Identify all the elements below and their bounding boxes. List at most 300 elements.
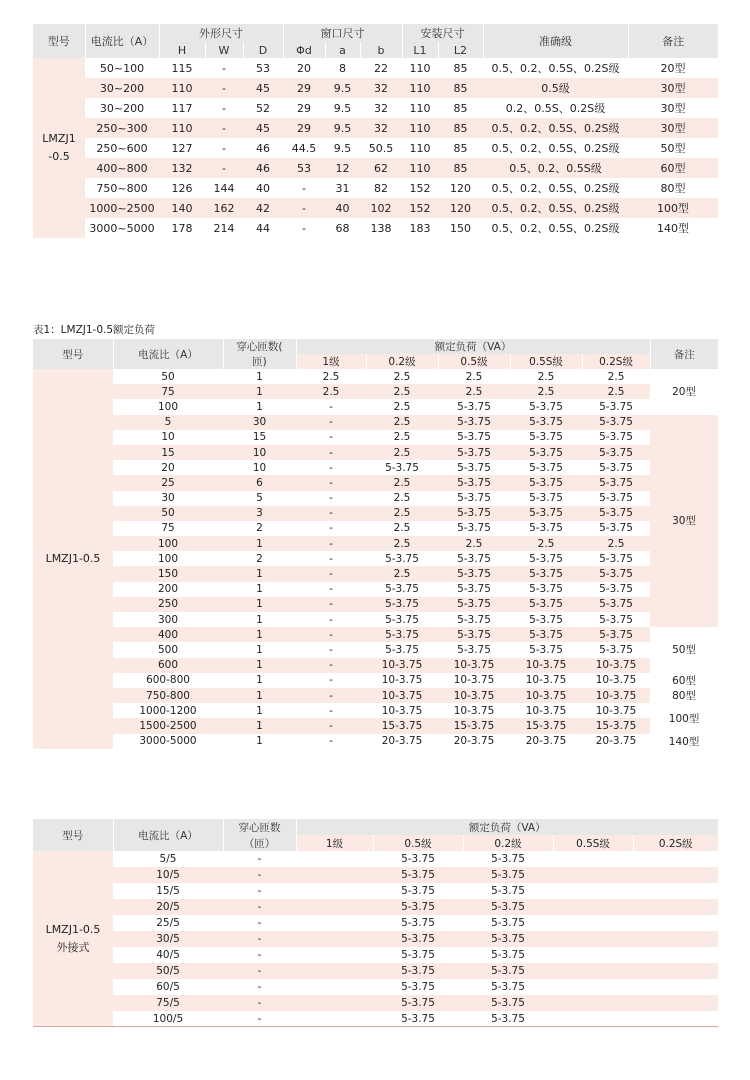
table-row xyxy=(33,673,718,688)
table-cell: 2 xyxy=(256,522,263,535)
table-cell: 5-3.75 xyxy=(529,431,563,444)
table-cell: 183 xyxy=(409,221,431,235)
table-row xyxy=(33,582,718,597)
table-cell: 10-3.75 xyxy=(525,674,567,687)
table-cell: 152 xyxy=(409,201,431,215)
table-cell: 0.5、0.2、0.5S、0.2S级 xyxy=(491,202,620,215)
table-cell: 5-3.75 xyxy=(529,507,563,520)
table-row xyxy=(33,118,718,138)
table-cell: 20/5 xyxy=(156,901,180,913)
table-row xyxy=(33,138,718,158)
table-cell: - xyxy=(329,461,333,474)
table-cell: - xyxy=(257,997,262,1009)
table-cell: 1 xyxy=(256,537,263,550)
table-cell: 5-3.75 xyxy=(529,643,563,656)
table-cell xyxy=(553,899,633,915)
header-sub: 0.2级 xyxy=(463,835,553,851)
table-cell xyxy=(633,995,718,1011)
table-cell: 10-3.75 xyxy=(453,704,495,717)
table-cell: 82 xyxy=(374,181,388,195)
table-cell xyxy=(633,947,718,963)
table-cell: 5-3.75 xyxy=(385,628,419,641)
rated-load-table xyxy=(33,339,718,749)
table-cell: 5-3.75 xyxy=(457,583,491,596)
header-sub: 0.5级 xyxy=(373,835,463,851)
model-line: LMZJ1-0.5 xyxy=(45,923,101,936)
table-cell: 2.5 xyxy=(322,370,340,383)
table-cell: 5-3.75 xyxy=(529,583,563,596)
table-cell: 10-3.75 xyxy=(595,659,637,672)
table-cell: - xyxy=(257,933,262,945)
table-cell: 40 xyxy=(256,181,270,195)
table-cell: - xyxy=(257,869,262,881)
table-row xyxy=(33,399,718,414)
table-cell xyxy=(553,979,633,995)
table-cell: 5-3.75 xyxy=(599,416,633,429)
table-cell: 5-3.75 xyxy=(599,492,633,505)
table-cell: 2.5 xyxy=(322,385,340,398)
header-sub: Φd xyxy=(283,42,325,58)
table-cell: 50 xyxy=(161,507,175,520)
table-cell: 1 xyxy=(256,400,263,413)
table-cell: 5-3.75 xyxy=(529,522,563,535)
table-cell: 132 xyxy=(171,161,193,175)
table-row xyxy=(33,979,718,995)
table-cell: 15/5 xyxy=(156,885,180,897)
table-cell: 29 xyxy=(297,81,311,95)
table-cell: - xyxy=(329,689,333,702)
table-cell: 5-3.75 xyxy=(599,643,633,656)
header-accuracy: 准确级 xyxy=(483,24,628,58)
table-cell xyxy=(296,867,373,883)
table-cell: 5-3.75 xyxy=(401,901,435,913)
table-cell: 15 xyxy=(252,431,267,444)
table-cell xyxy=(296,995,373,1011)
table-cell: 120 xyxy=(450,181,471,195)
table-cell: 5-3.75 xyxy=(457,416,491,429)
table-cell: 5-3.75 xyxy=(457,492,491,505)
table-cell: 5-3.75 xyxy=(491,981,525,993)
table-cell: 1000~2500 xyxy=(89,201,155,215)
table-cell: 1 xyxy=(256,370,263,383)
table-row xyxy=(33,460,718,475)
header-ratio: 电流比（A） xyxy=(85,24,159,58)
table-cell: 2.5 xyxy=(393,431,411,444)
table-cell: - xyxy=(257,981,262,993)
table-cell: 110 xyxy=(409,141,431,155)
table-cell: 5-3.75 xyxy=(401,965,435,977)
table-cell: 5-3.75 xyxy=(385,583,419,596)
table-cell: 250~300 xyxy=(96,121,148,135)
header-turns-unit: 匝) xyxy=(223,354,296,369)
table-cell: 5-3.75 xyxy=(457,476,491,489)
dimensions-table xyxy=(33,24,718,238)
table-cell: 162 xyxy=(213,201,235,215)
table-cell: 5-3.75 xyxy=(385,613,419,626)
table-cell: 127 xyxy=(171,141,193,155)
table-row xyxy=(33,78,718,98)
table-cell: - xyxy=(329,674,333,687)
header-sub: L2 xyxy=(438,42,483,58)
table-cell: 5-3.75 xyxy=(401,853,435,865)
table-cell xyxy=(296,915,373,931)
table-cell: 400 xyxy=(157,628,179,641)
table-cell: 1 xyxy=(256,598,263,611)
table-row xyxy=(33,931,718,947)
table-cell: 2.5 xyxy=(393,446,411,459)
bottom-divider xyxy=(33,1026,718,1027)
table-cell: 5-3.75 xyxy=(491,917,525,929)
table-cell: 1 xyxy=(256,659,263,672)
table-row xyxy=(33,612,718,627)
table-row xyxy=(33,915,718,931)
table-cell: 46 xyxy=(256,141,270,155)
table-cell: 10-3.75 xyxy=(381,704,423,717)
table-cell: 1 xyxy=(256,628,263,641)
external-load-table xyxy=(33,819,718,1027)
table-cell: 5-3.75 xyxy=(457,431,491,444)
table-cell: 1 xyxy=(256,583,263,596)
table-cell: 1 xyxy=(256,568,263,581)
table-cell: 62 xyxy=(374,161,388,175)
table-row xyxy=(33,883,718,899)
table-row xyxy=(33,718,718,733)
table-cell: - xyxy=(329,613,333,626)
table-cell: 5-3.75 xyxy=(401,1013,435,1025)
table-cell: 2.5 xyxy=(465,537,483,550)
model-cell xyxy=(33,58,85,238)
table-cell xyxy=(633,979,718,995)
table-row xyxy=(33,506,718,521)
table-cell: 126 xyxy=(171,181,193,195)
table-cell: 3000~5000 xyxy=(89,221,155,235)
table-row xyxy=(33,491,718,506)
table-cell: 15 xyxy=(161,446,175,459)
table-cell: 45 xyxy=(256,81,270,95)
table-cell xyxy=(296,851,373,867)
table-cell: - xyxy=(329,507,333,520)
table-cell: 214 xyxy=(213,221,235,235)
table-cell: 50~100 xyxy=(99,61,145,75)
table-cell: 9.5 xyxy=(333,101,352,115)
table-cell: 5-3.75 xyxy=(457,628,491,641)
table-cell: 1 xyxy=(256,689,263,702)
table-cell: 20型 xyxy=(660,62,686,75)
table-cell: 100型 xyxy=(657,202,689,215)
table-cell: - xyxy=(329,568,333,581)
remark-cell: 30型 xyxy=(650,415,718,628)
table-cell: - xyxy=(329,492,333,505)
header-sub: 1级 xyxy=(296,354,366,369)
table-cell: 178 xyxy=(171,221,193,235)
table-row xyxy=(33,218,718,238)
table-cell: 2.5 xyxy=(465,370,483,383)
table-cell: 110 xyxy=(409,61,431,75)
table-cell: 10-3.75 xyxy=(525,704,567,717)
table-cell: 5-3.75 xyxy=(457,598,491,611)
table-cell: 10-3.75 xyxy=(381,674,423,687)
table-cell: 5-3.75 xyxy=(491,933,525,945)
table-cell: 29 xyxy=(297,101,311,115)
table-cell: 75 xyxy=(161,522,175,535)
header-outer-dims: 外形尺寸 xyxy=(159,24,283,42)
table-cell: 5-3.75 xyxy=(529,552,563,565)
table-cell: 5-3.75 xyxy=(491,997,525,1009)
remark-cell: 50型 xyxy=(650,627,718,673)
table-row xyxy=(33,867,718,883)
table-cell: 10-3.75 xyxy=(381,659,423,672)
table-cell: 10 xyxy=(161,431,175,444)
table-cell: 400~800 xyxy=(96,161,148,175)
header-turns-unit: （匝） xyxy=(223,835,296,851)
table-cell: 50.5 xyxy=(368,141,394,155)
table-cell: 100 xyxy=(157,552,179,565)
table-cell: 30~200 xyxy=(99,81,145,95)
table-cell: 5-3.75 xyxy=(599,431,633,444)
table-cell: 0.5、0.2、0.5S、0.2S级 xyxy=(491,182,620,195)
table-cell: 5-3.75 xyxy=(529,446,563,459)
table-cell: 5-3.75 xyxy=(529,613,563,626)
table-cell: 68 xyxy=(335,221,350,235)
table-cell: 85 xyxy=(453,81,468,95)
table-cell: - xyxy=(329,416,333,429)
table-cell: 2.5 xyxy=(537,385,555,398)
table-cell: - xyxy=(257,965,262,977)
header-model: 型号 xyxy=(33,339,113,369)
table-cell: 2.5 xyxy=(393,476,411,489)
table-cell xyxy=(553,931,633,947)
table-cell: 5-3.75 xyxy=(457,643,491,656)
table-cell: 60型 xyxy=(660,162,686,175)
table-cell xyxy=(633,867,718,883)
table-cell xyxy=(553,867,633,883)
header-rated-load: 额定负荷（VA） xyxy=(468,821,546,834)
table-cell: 144 xyxy=(213,181,235,195)
table-cell: 5-3.75 xyxy=(385,461,419,474)
table-cell: 5-3.75 xyxy=(401,949,435,961)
table-cell: 10-3.75 xyxy=(453,674,495,687)
table-cell: 25/5 xyxy=(156,917,180,929)
table-cell: 5-3.75 xyxy=(491,869,525,881)
table-cell: 5-3.75 xyxy=(599,552,633,565)
table-cell: 10 xyxy=(252,446,267,459)
header-mount-dims: 安装尺寸 xyxy=(402,24,483,42)
table-cell: 2.5 xyxy=(393,522,411,535)
table-cell: 5 xyxy=(164,416,172,429)
table-cell: 138 xyxy=(370,221,392,235)
header-sub: 0.2S级 xyxy=(633,835,718,851)
table-cell: 5-3.75 xyxy=(599,583,633,596)
table-cell: 5-3.75 xyxy=(529,400,563,413)
table-cell: 10-3.75 xyxy=(595,704,637,717)
table-cell: 600-800 xyxy=(146,674,190,687)
table-cell: - xyxy=(329,537,333,550)
table-cell: 1 xyxy=(256,674,263,687)
table-cell: 31 xyxy=(335,181,350,195)
table-cell: 0.5级 xyxy=(541,82,570,95)
table-cell: 5-3.75 xyxy=(457,552,491,565)
table-cell: 102 xyxy=(370,201,392,215)
header-remark: 备注 xyxy=(673,348,695,361)
table-row xyxy=(33,521,718,536)
table-cell: - xyxy=(329,628,333,641)
table-cell: - xyxy=(329,719,333,732)
table-cell: 30型 xyxy=(660,122,686,135)
table-cell: 5-3.75 xyxy=(491,853,525,865)
table-row xyxy=(33,851,718,867)
table-cell: 5-3.75 xyxy=(599,613,633,626)
table-cell xyxy=(553,883,633,899)
table-cell: - xyxy=(257,1013,262,1025)
header-sub: 1级 xyxy=(296,835,373,851)
table-cell xyxy=(553,851,633,867)
table-row xyxy=(33,178,718,198)
table-cell xyxy=(296,931,373,947)
table-cell: - xyxy=(222,81,226,95)
table-cell: 5-3.75 xyxy=(385,643,419,656)
table-cell: 9.5 xyxy=(333,121,352,135)
table-row xyxy=(33,430,718,445)
table-cell: 120 xyxy=(450,201,471,215)
table-cell: 5-3.75 xyxy=(457,461,491,474)
table-cell: 20-3.75 xyxy=(381,735,423,748)
table-cell: - xyxy=(222,161,226,175)
table-cell: 15-3.75 xyxy=(525,719,567,732)
table-row xyxy=(33,415,718,430)
table-cell: 5-3.75 xyxy=(529,476,563,489)
table-cell: 110 xyxy=(171,121,193,135)
table-cell: 5-3.75 xyxy=(599,446,633,459)
table-cell: 40 xyxy=(335,201,350,215)
table-cell: - xyxy=(329,446,333,459)
table-cell: 30 xyxy=(252,416,267,429)
table-row xyxy=(33,158,718,178)
table-cell: 30/5 xyxy=(156,933,180,945)
table-cell: 50 xyxy=(161,370,175,383)
table-cell: 5 xyxy=(256,492,263,505)
table-row xyxy=(33,369,718,384)
table-cell: 44.5 xyxy=(291,141,317,155)
remark-cell: 140型 xyxy=(650,734,718,749)
header-window-dims: 窗口尺寸 xyxy=(283,24,402,42)
header-ratio: 电流比（A） xyxy=(113,819,223,851)
table-cell: 140型 xyxy=(657,222,689,235)
table-cell: 10-3.75 xyxy=(525,689,567,702)
header-ratio: 电流比（A） xyxy=(113,339,223,369)
table-cell: 2.5 xyxy=(607,385,625,398)
table-cell xyxy=(296,899,373,915)
table-cell xyxy=(633,931,718,947)
table-cell: 250 xyxy=(157,598,179,611)
table-cell: 10/5 xyxy=(156,869,180,881)
table-cell: 85 xyxy=(453,141,468,155)
table-cell xyxy=(553,995,633,1011)
table-row xyxy=(33,688,718,703)
table-cell xyxy=(633,1011,718,1027)
header-model: 型号 xyxy=(33,24,85,58)
table-cell xyxy=(633,851,718,867)
table-cell: 5-3.75 xyxy=(491,1013,525,1025)
table-cell: 300 xyxy=(157,613,179,626)
table-cell: 2.5 xyxy=(393,568,411,581)
table-cell: 1000-1200 xyxy=(139,704,197,717)
table-row xyxy=(33,947,718,963)
table-row xyxy=(33,995,718,1011)
table-cell: - xyxy=(329,522,333,535)
table-cell: 53 xyxy=(256,61,270,75)
table-cell xyxy=(633,915,718,931)
table-cell: - xyxy=(329,735,333,748)
table-cell xyxy=(553,1011,633,1027)
table-cell: 10-3.75 xyxy=(381,689,423,702)
table-cell: 22 xyxy=(374,61,388,75)
table-cell xyxy=(553,915,633,931)
table-cell: 52 xyxy=(256,101,270,115)
table-row xyxy=(33,551,718,566)
table-cell: 44 xyxy=(256,221,270,235)
table-row xyxy=(33,597,718,612)
table-cell: 1 xyxy=(256,704,263,717)
table-cell: 5-3.75 xyxy=(599,461,633,474)
table-cell: 20 xyxy=(297,61,311,75)
table-cell: 42 xyxy=(256,201,270,215)
table-cell xyxy=(633,899,718,915)
table-cell: - xyxy=(329,583,333,596)
table-cell: 2.5 xyxy=(537,370,555,383)
table-row xyxy=(33,445,718,460)
table-cell: 40/5 xyxy=(156,949,180,961)
table-cell: 110 xyxy=(409,81,431,95)
table-cell: 2.5 xyxy=(393,537,411,550)
table-cell: - xyxy=(329,431,333,444)
table-cell xyxy=(296,979,373,995)
table-cell: 2.5 xyxy=(393,492,411,505)
table-cell: 10-3.75 xyxy=(525,659,567,672)
table-cell: 0.5、0.2、0.5S、0.2S级 xyxy=(491,222,620,235)
table-row xyxy=(33,475,718,490)
table-cell: 110 xyxy=(409,101,431,115)
table-cell: 32 xyxy=(374,81,388,95)
table-cell: - xyxy=(257,949,262,961)
table-cell: 5-3.75 xyxy=(401,917,435,929)
table-cell: 150 xyxy=(450,221,471,235)
model-line: 外接式 xyxy=(56,941,90,954)
table-cell: 5-3.75 xyxy=(529,492,563,505)
table-cell: 1 xyxy=(256,643,263,656)
table-cell: 250~600 xyxy=(96,141,148,155)
table-cell: 5-3.75 xyxy=(529,461,563,474)
table-cell: 80型 xyxy=(660,182,686,195)
table-cell: 1500-2500 xyxy=(139,719,197,732)
header-model: 型号 xyxy=(33,819,113,851)
table-cell: - xyxy=(222,101,226,115)
table-row xyxy=(33,58,718,78)
table-cell: 2.5 xyxy=(393,507,411,520)
remark-cell: 80型 xyxy=(650,688,718,703)
table-row xyxy=(33,536,718,551)
table-cell: 30型 xyxy=(660,102,686,115)
table-cell: - xyxy=(257,917,262,929)
table-cell: 5-3.75 xyxy=(599,522,633,535)
table-cell: 32 xyxy=(374,121,388,135)
table-cell: 0.5、0.2、0.5S、0.2S级 xyxy=(491,122,620,135)
table-cell xyxy=(553,947,633,963)
table-cell: 110 xyxy=(409,121,431,135)
table-cell: 10 xyxy=(252,461,267,474)
table-cell xyxy=(296,963,373,979)
table-cell: 30~200 xyxy=(99,101,145,115)
table-cell: 85 xyxy=(453,101,468,115)
